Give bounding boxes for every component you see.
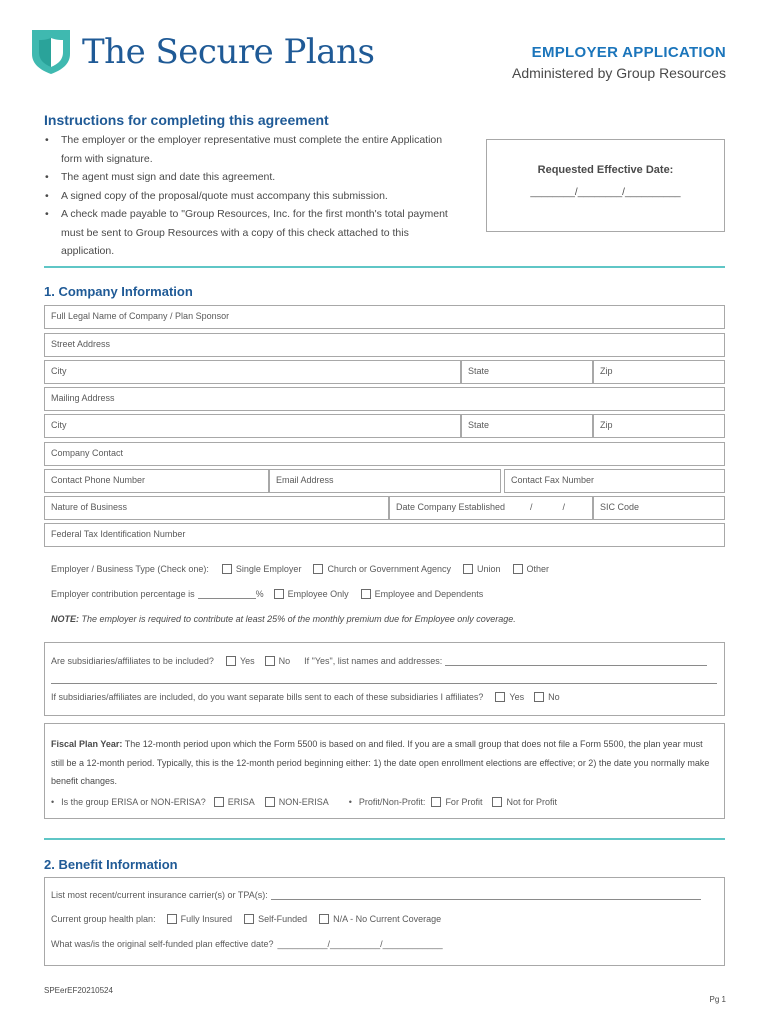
tax-id-label: Federal Tax Identification Number (51, 529, 186, 539)
legal-name-label: Full Legal Name of Company / Plan Sponsor (51, 311, 230, 321)
mailing-city-field[interactable] (44, 414, 461, 438)
city-label: City (51, 366, 67, 376)
note-text: The employer is required to contribute at least 25% of the monthly premium due for Employee only coverage. (81, 614, 516, 624)
option-self-funded[interactable] (244, 914, 307, 924)
separate-bills-row (51, 692, 560, 702)
date-established-label: Date Company Established (396, 502, 506, 512)
sic-code-label: SIC Code (600, 502, 640, 512)
option-label: No (278, 656, 291, 666)
contact-fax-label: Contact Fax Number (511, 475, 595, 485)
self-funded-date-label: What was/is the original self-funded plan effective date? (51, 939, 274, 949)
fiscal-plan-text (51, 735, 716, 791)
option-erisa[interactable] (214, 797, 255, 807)
subsidiaries-no[interactable] (265, 656, 291, 666)
option-label: Fully Insured (180, 914, 233, 924)
checkbox[interactable] (167, 914, 177, 924)
checkbox[interactable] (265, 656, 275, 666)
mailing-zip-label: Zip (600, 420, 613, 430)
effective-date-field[interactable]: ________/________/__________ (530, 187, 681, 198)
bullet: • (348, 797, 352, 807)
option-label: Self-Funded (258, 914, 308, 924)
option-employee-dependents[interactable] (361, 589, 484, 599)
option-non-erisa[interactable] (265, 797, 329, 807)
company-contact-label: Company Contact (51, 448, 124, 458)
percent-sign: % (255, 589, 264, 599)
contact-phone-field[interactable] (44, 469, 269, 493)
document-header (512, 44, 726, 81)
checkbox[interactable] (513, 564, 523, 574)
option-fully-insured[interactable] (167, 914, 233, 924)
nature-of-business-label: Nature of Business (51, 502, 128, 512)
fiscal-plan-label: Fiscal Plan Year: (51, 739, 123, 749)
company-contact-field[interactable] (44, 442, 725, 466)
carriers-row (51, 890, 701, 900)
effective-date-label: Requested Effective Date: (537, 164, 674, 176)
separate-bills-yes[interactable] (495, 692, 524, 702)
separate-bills-question: If subsidiaries/affiliates are included, do you want separate bills sent to each of these subsidiaries I affiliates? (51, 692, 484, 702)
self-funded-date-input[interactable]: __________/__________/____________ (277, 939, 443, 949)
option-label: For Profit (445, 797, 483, 807)
instruction-item: • The agent must sign and date this agreement. (44, 168, 464, 187)
date-established-separators: / / (530, 502, 566, 512)
business-type-label: Employer / Business Type (Check one): (51, 564, 209, 574)
fiscal-plan-description: The 12-month period upon which the Form 5500 is based on and filed. If you are a small group that does not file a Form 5500, the plan year must still be a 12-month period. Typically, this is the 12-month period beginning either: 1) the date open enrollment elections are effective; or 2) the date you normally make benefit changes. (51, 739, 710, 786)
erisa-question: Is the group ERISA or NON-ERISA? (61, 797, 206, 807)
checkbox[interactable] (534, 692, 544, 702)
section-1-title: 1. Company Information (44, 284, 193, 299)
if-yes-label: If "Yes", list names and addresses: (304, 656, 443, 666)
option-label: Yes (509, 692, 525, 702)
option-label: Union (477, 564, 501, 574)
section-divider (44, 266, 725, 268)
zip-field[interactable] (593, 360, 725, 384)
option-label: NON-ERISA (278, 797, 329, 807)
contribution-note (51, 614, 516, 624)
bullet: • (51, 797, 55, 807)
subsidiaries-question: Are subsidiaries/affiliates to be included? (51, 656, 214, 666)
nature-of-business-field[interactable] (44, 496, 389, 520)
option-not-for-profit[interactable] (492, 797, 557, 807)
option-label: Not for Profit (506, 797, 557, 807)
option-label: Employee and Dependents (374, 589, 484, 599)
option-employee-only[interactable] (274, 589, 349, 599)
state-field[interactable] (461, 360, 593, 384)
option-label: Other (526, 564, 550, 574)
shield-logo-icon (32, 30, 70, 74)
checkbox[interactable] (319, 914, 329, 924)
mailing-state-field[interactable] (461, 414, 593, 438)
contribution-label: Employer contribution percentage is (51, 589, 195, 599)
option-for-profit[interactable] (431, 797, 482, 807)
form-code: SPEerEF20210524 (44, 986, 113, 995)
contribution-row (51, 589, 483, 599)
mailing-city-label: City (51, 420, 67, 430)
profit-question: Profit/Non-Profit: (358, 797, 426, 807)
checkbox[interactable] (222, 564, 232, 574)
checkbox[interactable] (495, 692, 505, 702)
option-label: N/A - No Current Coverage (333, 914, 442, 924)
option-no-coverage[interactable] (319, 914, 441, 924)
erisa-row (51, 797, 557, 807)
mailing-zip-field[interactable] (593, 414, 725, 438)
legal-name-field[interactable] (44, 305, 725, 329)
option-label: Church or Government Agency (327, 564, 451, 574)
sic-code-field[interactable] (593, 496, 725, 520)
contribution-percent-input[interactable] (198, 590, 256, 599)
note-label: NOTE: (51, 614, 79, 624)
checkbox[interactable] (313, 564, 323, 574)
health-plan-row (51, 914, 441, 924)
instruction-item: • A signed copy of the proposal/quote must accompany this submission. (44, 187, 464, 206)
section-2-title: 2. Benefit Information (44, 857, 178, 872)
option-other[interactable] (513, 564, 550, 574)
self-funded-date-row (51, 939, 443, 949)
street-address-label: Street Address (51, 339, 111, 349)
state-label: State (468, 366, 490, 376)
email-field[interactable] (269, 469, 501, 493)
option-union[interactable] (463, 564, 501, 574)
brand-name: The Secure Plans (82, 32, 375, 72)
subsidiaries-names-line[interactable] (51, 675, 717, 684)
contact-phone-label: Contact Phone Number (51, 475, 146, 485)
date-established-field[interactable] (389, 496, 593, 520)
document-subtitle: Administered by Group Resources (512, 65, 726, 81)
subsidiaries-yes[interactable] (226, 656, 255, 666)
mailing-address-field[interactable] (44, 387, 725, 411)
checkbox[interactable] (274, 589, 284, 599)
instructions-list (44, 131, 464, 261)
option-label: Yes (239, 656, 255, 666)
zip-label: Zip (600, 366, 613, 376)
street-address-field[interactable] (44, 333, 725, 357)
option-label: Single Employer (235, 564, 302, 574)
city-field[interactable] (44, 360, 461, 384)
option-label: ERISA (227, 797, 255, 807)
section-divider (44, 838, 725, 840)
email-label: Email Address (276, 475, 334, 485)
health-plan-label: Current group health plan: (51, 914, 156, 924)
subsidiaries-names-input[interactable] (445, 657, 707, 666)
mailing-address-label: Mailing Address (51, 393, 115, 403)
contact-fax-field[interactable] (504, 469, 725, 493)
instructions-title: Instructions for completing this agreement (44, 112, 329, 128)
separate-bills-no[interactable] (534, 692, 560, 702)
page-number: Pg 1 (709, 995, 726, 1004)
checkbox[interactable] (463, 564, 473, 574)
option-church-government[interactable] (313, 564, 451, 574)
checkbox[interactable] (492, 797, 502, 807)
checkbox[interactable] (244, 914, 254, 924)
subsidiaries-row (51, 656, 707, 666)
mailing-state-label: State (468, 420, 490, 430)
checkbox[interactable] (226, 656, 236, 666)
carriers-label: List most recent/current insurance carrier(s) or TPA(s): (51, 890, 268, 900)
checkbox[interactable] (265, 797, 275, 807)
instruction-item: • A check made payable to "Group Resources, Inc. for the first month's total payment must be sent to Group Resources with a copy of this check attached to this application. (44, 205, 464, 261)
effective-date-box[interactable] (486, 139, 725, 232)
checkbox[interactable] (431, 797, 441, 807)
document-title: EMPLOYER APPLICATION (531, 44, 726, 61)
option-label: No (548, 692, 560, 702)
option-label: Employee Only (287, 589, 349, 599)
instruction-item: • The employer or the employer representative must complete the entire Application form with signature. (44, 131, 464, 168)
tax-id-field[interactable] (44, 523, 725, 547)
business-type-row (51, 564, 549, 574)
logo (32, 30, 374, 74)
checkbox[interactable] (214, 797, 224, 807)
checkbox[interactable] (361, 589, 371, 599)
option-single-employer[interactable] (222, 564, 302, 574)
carriers-input[interactable] (271, 891, 701, 900)
